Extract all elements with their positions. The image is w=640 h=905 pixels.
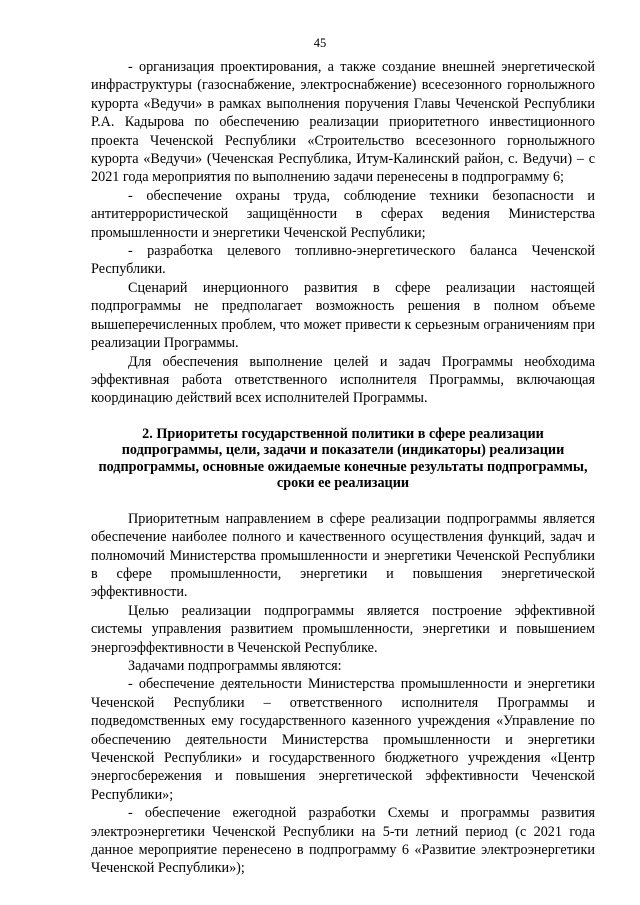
paragraph: - обеспечение охраны труда, соблюдение техники безопасности и антитеррористической защищённости в сферах ведения Министерства промышленности и энергетики Чеченской Республики; <box>91 187 595 241</box>
paragraph: - обеспечение деятельности Министерства промышленности и энергетики Чеченской Республики – ответственного исполнителя Программы и подведомственных ему государственного казенного учреждения «Управление по обеспечению деятельности Министерства промышленности и энергетики Чеченской Республики» и государственного бюджетного учреждения «Центр энергосбережения и повышения энергетической эффективности Чеченской Республики»; <box>91 676 595 803</box>
paragraph: Приоритетным направлением в сфере реализации подпрограммы является обеспечение наиболее полного и качественного осуществления функций, задач и полномочий Министерства промышленности и энергетики Чеченской Республики в сфере промышленности, энергетики и повышения энергетической эффективности. <box>91 510 595 601</box>
section-heading: 2. Приоритеты государственной политики в сфере реализации подпрограммы, цели, задачи и показатели (индикаторы) реализации подпрограммы, основные ожидаемые конечные результаты подпрограммы, сроки ее реализации <box>98 425 588 492</box>
paragraph: Сценарий инерционного развития в сфере реализации настоящей подпрограммы не предполагает возможность решения в полном объеме вышеперечисленных проблем, что может привести к серьезным ограничениям при реализации Программы. <box>91 279 595 352</box>
paragraph: - разработка целевого топливно-энергетического баланса Чеченской Республики. <box>91 243 595 278</box>
paragraph: - обеспечение ежегодной разработки Схемы и программы развития электроэнергетики Чеченской Республики на 5-ти летний период (с 2021 года данное мероприятие перенесено в подпрограмму 6 «Развитие электроэнергетики Чеченской Республики»); <box>91 805 595 877</box>
page-number: 45 <box>313 36 327 50</box>
paragraph: Целью реализации подпрограммы является построение эффективной системы управления развитием промышленности, энергетики и повышением энергоэффективности в Чеченской Республике. <box>91 602 595 656</box>
paragraph: Задачами подпрограммы являются: <box>128 657 342 674</box>
document-body <box>91 58 595 878</box>
spacer <box>91 492 595 510</box>
paragraph: Для обеспечения выполнение целей и задач Программы необходима эффективная работа ответственного исполнителя Программы, включающая координацию действий всех исполнителей Программы. <box>91 353 595 407</box>
paragraph: - организация проектирования, а также создание внешней энергетической инфраструктуры (газоснабжение, электроснабжение) всесезонного горнолыжного курорта «Ведучи» в рамках выполнения поручения Главы Чеченской Республики Р.А. Кадырова по обеспечению реализации приоритетного инвестиционного проекта Чеченской Республики «Строительство всесезонного горнолыжного курорта «Ведучи» (Чеченская Республика, Итум-Калинский район, с. Ведучи) – с 2021 года мероприятия по выполнению задачи перенесены в подпрограмму 6; <box>91 59 595 186</box>
